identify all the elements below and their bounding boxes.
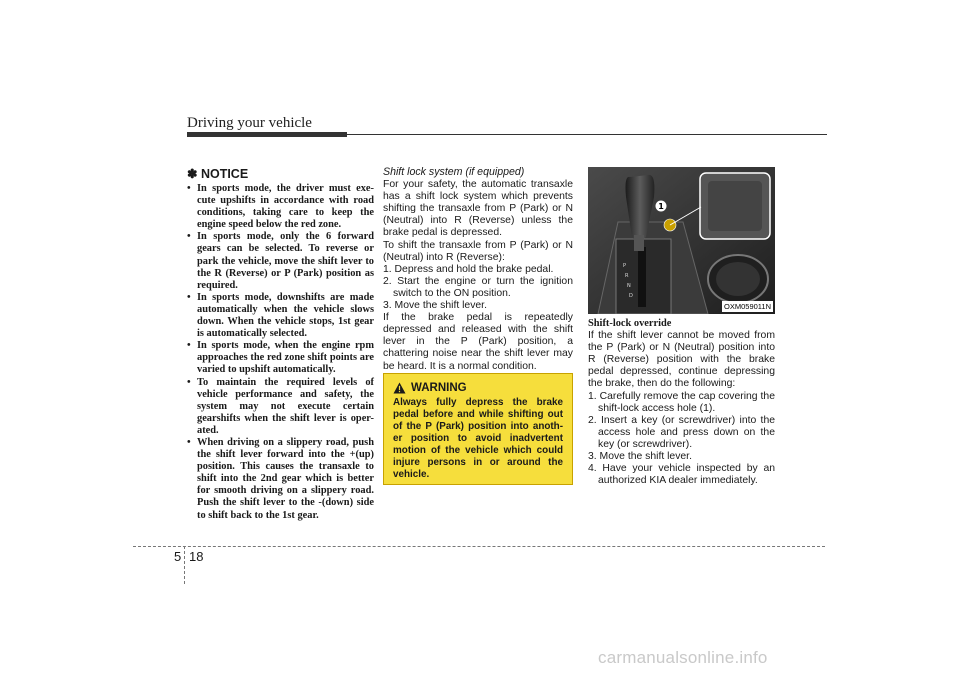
notice-section bbox=[187, 166, 374, 522]
override-title: Shift-lock override bbox=[588, 318, 672, 329]
figure-callout: 1 bbox=[658, 202, 664, 211]
warning-triangle-icon bbox=[393, 382, 406, 394]
footer-rule bbox=[133, 546, 825, 547]
notice-item: • To maintain the required levels of vehicle performance and safety, the system may not execute certain gearshifts when the shift lever is oper-ated. bbox=[187, 377, 374, 437]
override-step: 2. Insert a key (or screwdriver) into the access hole and press down on the key (or screwdriver). bbox=[588, 414, 775, 450]
override-step: 4. Have your vehicle inspected by an authorized KIA dealer immediately. bbox=[588, 463, 775, 487]
figure-code: OXM059011N bbox=[724, 302, 771, 311]
notice-item: • In sports mode, when the engine rpm approaches the red zone shift points are varied to upshift automatically. bbox=[187, 340, 374, 376]
notice-list bbox=[187, 183, 374, 522]
shiftlock-note: If the brake pedal is repeatedly depressed and released with the shift lever in the P (Park) position, a chattering noise near the shift lever may be heard. It is a normal condition. bbox=[383, 312, 573, 372]
override-section bbox=[588, 318, 775, 487]
shiftlock-heading: Shift lock system (if equipped) bbox=[383, 166, 525, 178]
shiftlock-step: 1. Depress and hold the brake pedal. bbox=[383, 263, 554, 275]
warning-box bbox=[383, 373, 573, 485]
header-rule-thick bbox=[187, 132, 347, 137]
footer-divider bbox=[184, 546, 185, 584]
notice-item: • In sports mode, only the 6 forward gears can be selected. To reverse or park the vehicle, move the shift lever to the R (Reverse) or P (Park) position as required. bbox=[187, 231, 374, 291]
shiftlock-to-shift: To shift the transaxle from P (Park) or N (Neutral) into R (Reverse): bbox=[383, 239, 573, 263]
gate-letter: N bbox=[627, 283, 631, 289]
override-intro: If the shift lever cannot be moved from the P (Park) or N (Neutral) position into R (Reverse) position with the brake pedal depressed, continue depressing the brake, then do the following: bbox=[588, 330, 775, 390]
shiftlock-intro: For your safety, the automatic transaxle has a shift lock system which prevents shifting the transaxle from P (Park) or N (Neutral) into R (Reverse) unless the brake pedal is depressed. bbox=[383, 179, 573, 239]
gate-letter: D bbox=[629, 293, 633, 299]
header-rule-thin bbox=[347, 134, 827, 135]
shiftlock-step: 3. Move the shift lever. bbox=[383, 300, 487, 312]
warning-text: Always fully depress the brake pedal before and while shifting out of the P (Park) position into anoth-er position to avoid inadvertent motion of the vehicle which could injure persons in or around the vehicle. bbox=[393, 397, 563, 480]
override-step: 3. Move the shift lever. bbox=[588, 451, 692, 463]
shiftlock-step: 2. Start the engine or turn the ignition switch to the ON position. bbox=[383, 275, 573, 299]
warning-title: WARNING bbox=[411, 382, 467, 394]
notice-item: • In sports mode, the driver must exe-cute upshifts in accordance with road conditions, taking care to keep the engine speed below the red zone. bbox=[187, 183, 374, 231]
shift-lever-illustration bbox=[588, 167, 775, 314]
shift-lever-photo bbox=[588, 167, 775, 314]
watermark: carmanualsonline.info bbox=[598, 648, 768, 667]
page-chapter: 5 bbox=[174, 549, 182, 564]
override-step: 1. Carefully remove the cap covering the shift-lock access hole (1). bbox=[588, 390, 775, 414]
notice-item: • In sports mode, downshifts are made automatically when the vehicle slows down. When the vehicle stops, 1st gear is automatically selected. bbox=[187, 292, 374, 340]
notice-title: ✽ NOTICE bbox=[187, 167, 249, 181]
gate-letter: R bbox=[625, 273, 629, 279]
page-header-title: Driving your vehicle bbox=[187, 115, 312, 131]
warning-header bbox=[393, 382, 563, 394]
page-number: 18 bbox=[189, 549, 204, 564]
shiftlock-section bbox=[383, 166, 573, 373]
notice-item: • When driving on a slippery road, push the shift lever forward into the +(up) position. This causes the transaxle to shift into the 2nd gear which is better for smooth driving on a slippery road. Push the shift lever to the -(down) side to shift back to the 1st gear. bbox=[187, 437, 374, 522]
gate-letter: P bbox=[623, 263, 627, 269]
